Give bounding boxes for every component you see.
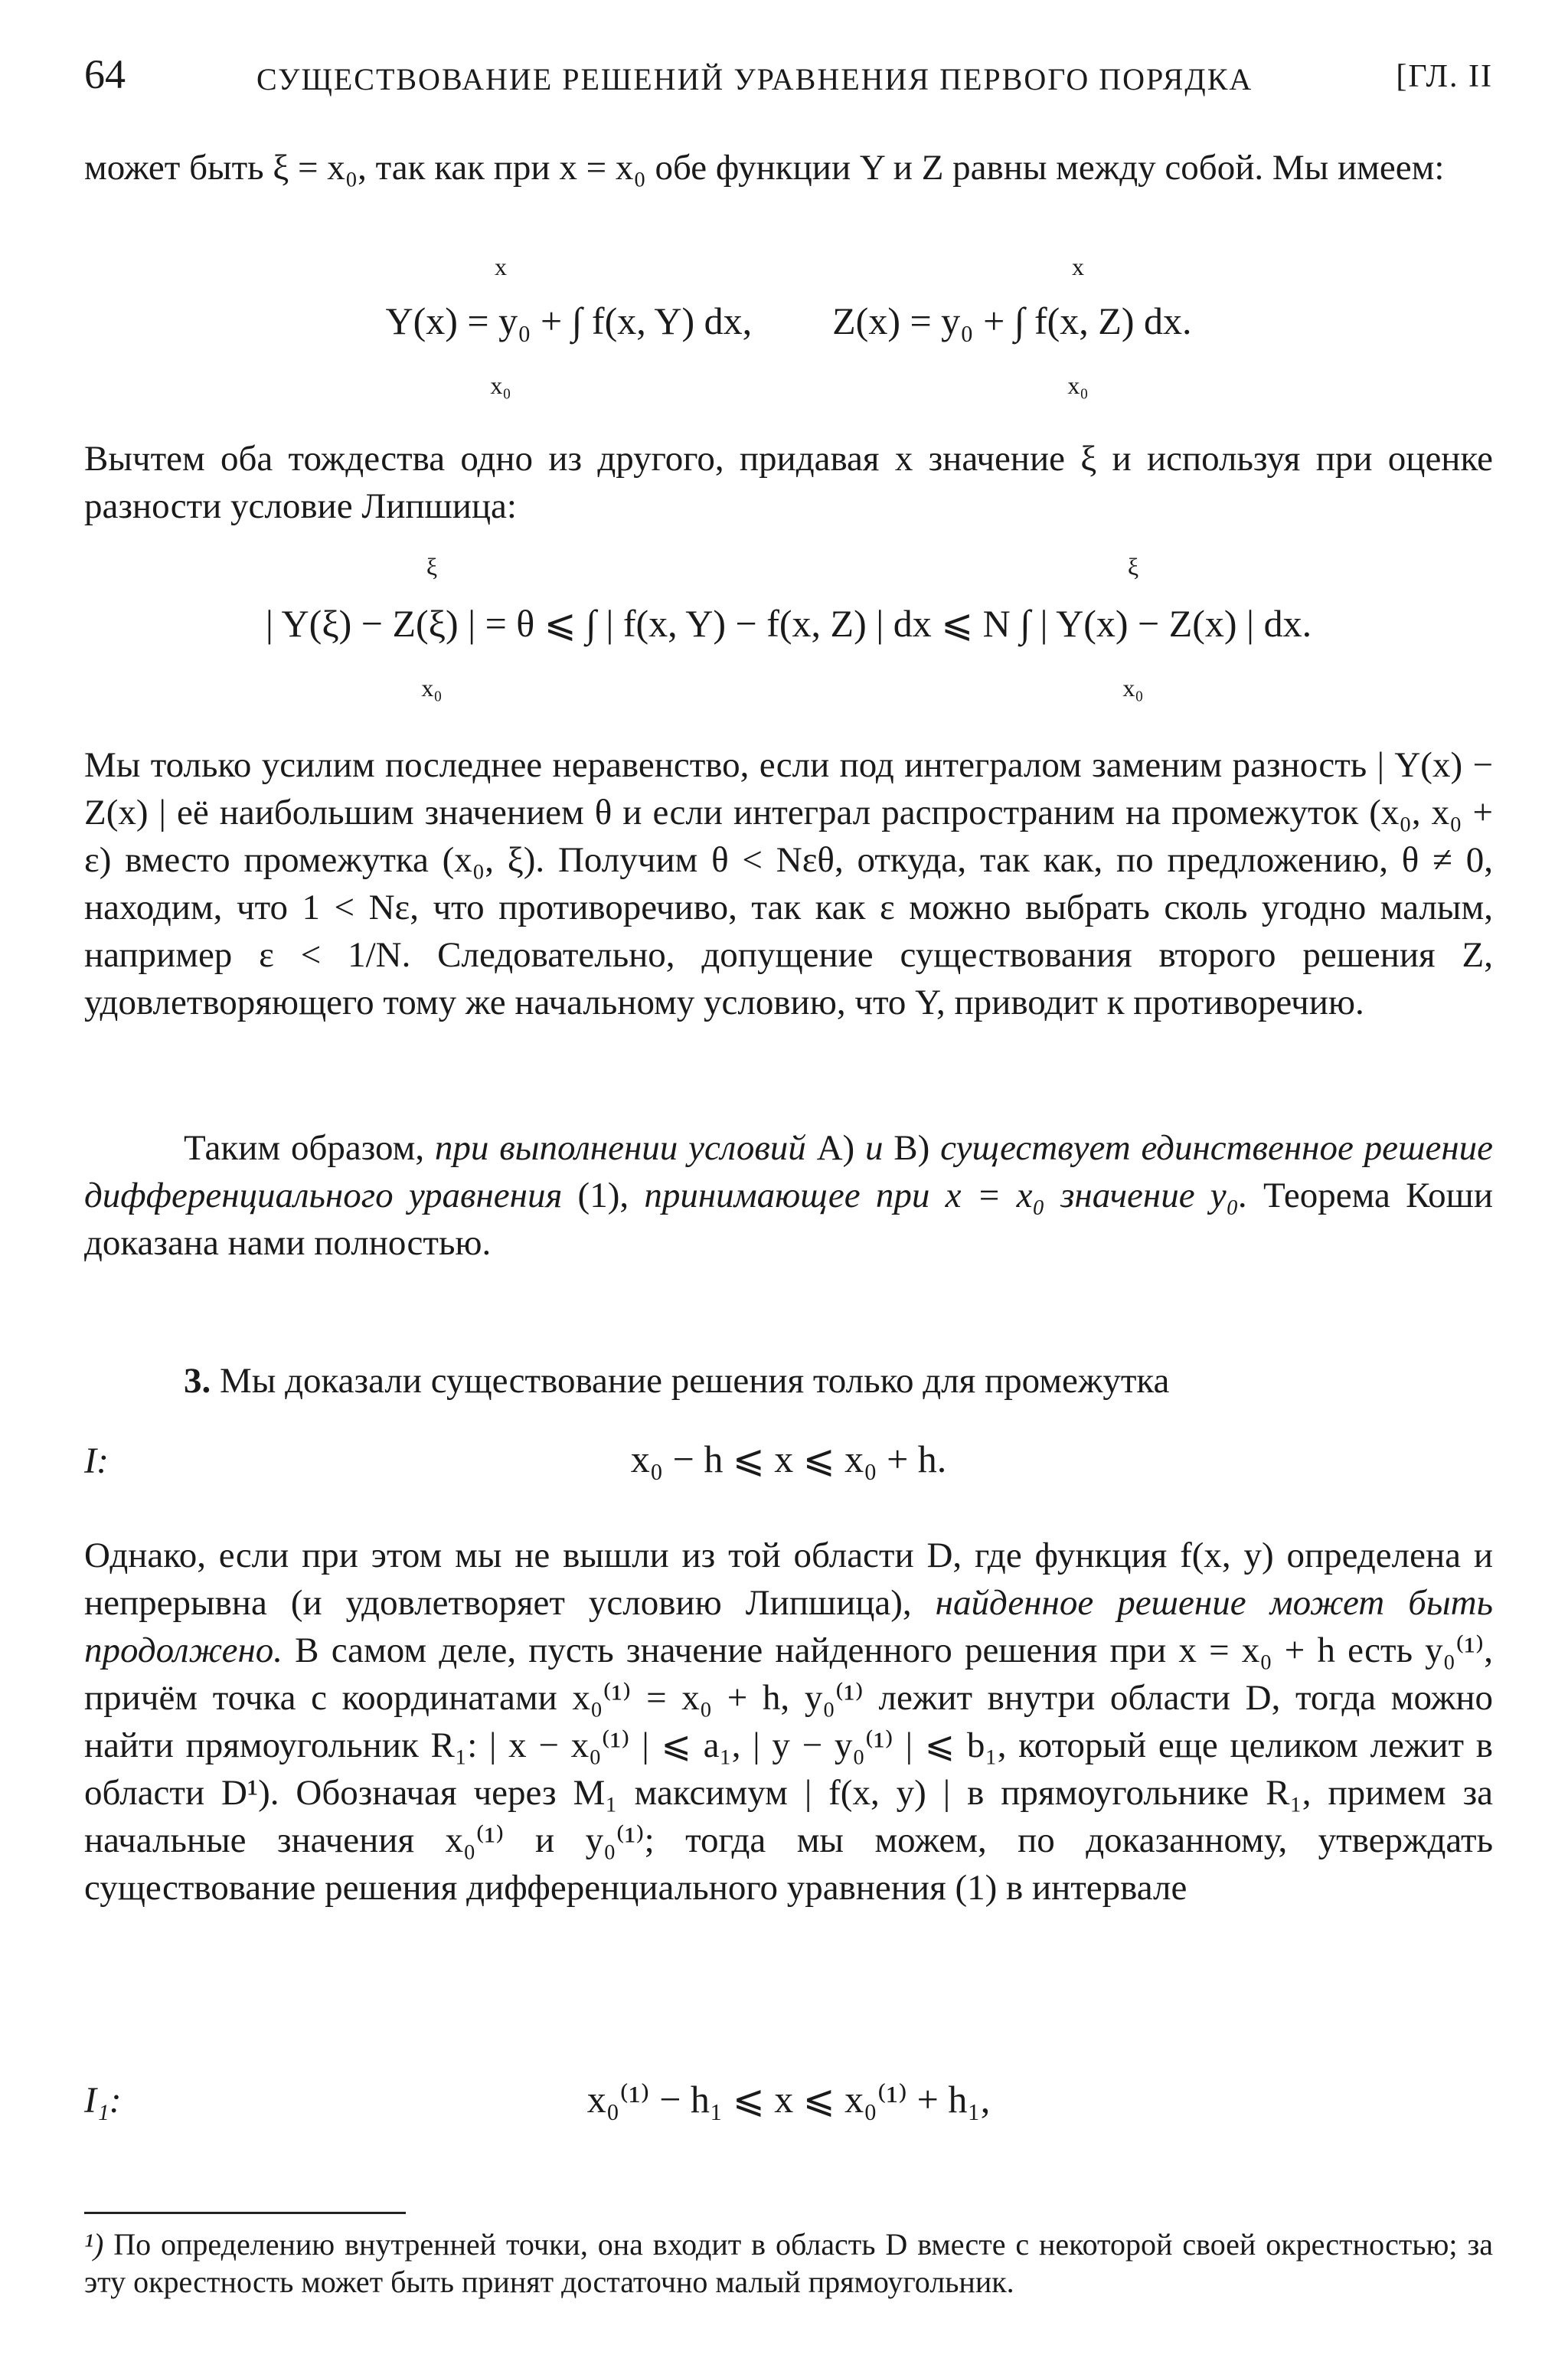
footnote-text: По определению внутренней точки, она входит в область D вместе с некоторой своей окрестностью; за эту окрестность может быть принят достаточно малый прямоугольник. — [84, 2227, 1493, 2299]
paragraph-5-text — [84, 1357, 1493, 1405]
equation-4-label: I₁: — [84, 2080, 122, 2121]
p6-part-b: найденное решение может быть продолжено. — [84, 1583, 1493, 1670]
footnote-mark: ¹) — [84, 2227, 104, 2262]
equation-2-upper-limit-b: ξ — [1127, 553, 1139, 581]
p4-part-a: Таким образом, — [184, 1128, 435, 1168]
p4-part-g: (1), — [562, 1176, 645, 1215]
running-header — [84, 51, 1493, 104]
p4-part-e: B) — [883, 1128, 941, 1168]
equation-1-left: Y(x) = y₀ + ∫ f(x, Y) dx, — [385, 299, 753, 342]
p4-part-f: существует единственное решение дифференциального уравнения — [84, 1128, 1494, 1215]
equation-4: x₀⁽¹⁾ − h₁ ⩽ x ⩽ x₀⁽¹⁾ + h₁, — [586, 2078, 991, 2121]
section-number: 3. — [184, 1361, 211, 1401]
paragraph-4 — [84, 1124, 1493, 1267]
equation-2-lower-limit-b: x₀ — [1122, 674, 1144, 702]
p4-part-h: принимающее при x = x₀ значение y₀. — [644, 1176, 1248, 1215]
paragraph-3 — [84, 741, 1493, 1026]
equation-2-lower-limit-a: x₀ — [421, 674, 443, 702]
p4-part-i: Теорема Коши доказана нами полностью. — [84, 1176, 1493, 1263]
paragraph-5 — [84, 1357, 1493, 1405]
paragraph-6 — [84, 1532, 1493, 1912]
running-title: СУЩЕСТВОВАНИЕ РЕШЕНИЙ УРАВНЕНИЯ ПЕРВОГО ПОРЯДКА — [256, 62, 1253, 96]
p6-part-a: Однако, если при этом мы не вышли из той области D, где функция f(x, y) определена и непрерывна (и удовлетворяет условию Липшица), — [84, 1536, 1493, 1623]
equation-2: | Y(ξ) − Z(ξ) | = θ ⩽ ∫ | f(x, Y) − f(x, Z) | dx ⩽ N ∫ | Y(x) − Z(x) | dx. — [265, 602, 1312, 645]
equation-2-upper-limit-a: ξ — [426, 553, 438, 581]
equation-1-lower-limit-a: x₀ — [490, 371, 511, 399]
paragraph-2 — [84, 435, 1493, 530]
p6-part-c: В самом деле, пусть значение найденного решения при x = x₀ + h есть y₀⁽¹⁾, причём точка с координатами x₀⁽¹⁾ = x₀ + h, y₀⁽¹⁾ лежит внутри области D, тогда можно найти прямоугольник R₁: | x − x₀⁽¹⁾ | ⩽ a₁, | y − y₀⁽¹⁾ | ⩽ b₁, который еще целиком лежит в области D¹). Обозначая через M₁ максимум | f(x, y) | в прямоугольнике R₁, примем за начальные значения x₀⁽¹⁾ и y₀⁽¹⁾; тогда мы можем, по доказанному, утверждать существование решения дифференциального уравнения (1) в интервале — [84, 1630, 1493, 1908]
equation-3-label: I: — [84, 1441, 109, 1481]
p4-part-b: при выполнении условий — [434, 1128, 806, 1168]
chapter-label: [ГЛ. II — [1396, 59, 1493, 94]
paragraph-2-text: Вычтем оба тождества одно из другого, придавая x значение ξ и используя при оценке разности условие Липшица: — [84, 439, 1493, 526]
equation-1-right: Z(x) = y₀ + ∫ f(x, Z) dx. — [832, 299, 1192, 342]
paragraph-4-text — [84, 1124, 1493, 1267]
paragraph-3-text: Мы только усилим последнее неравенство, если под интегралом заменим разность | Y(x) − Z(x) | её наибольшим значением θ и если интеграл распространим на промежуток (x₀, x₀ + ε) вместо промежутка (x₀, ξ). Получим θ < Nεθ, откуда, так как, по предложению, θ ≠ 0, находим, что 1 < Nε, что противоречиво, так как ε можно выбрать сколь угодно малым, например ε < 1/N. Следовательно, допущение существования второго решения Z, удовлетворяющего тому же начальному условию, что Y, приводит к противоречию. — [84, 745, 1493, 1022]
equation-3: x₀ − h ⩽ x ⩽ x₀ + h. — [630, 1437, 947, 1480]
p4-part-c: A) — [805, 1128, 865, 1168]
equation-1-lower-limit-b: x₀ — [1067, 371, 1089, 399]
equation-1 — [84, 299, 1493, 343]
equation-1-upper-limit-b: x — [1072, 253, 1084, 280]
paragraph-1-text: может быть ξ = x₀, так как при x = x₀ обе функции Y и Z равны между собой. Мы имеем: — [84, 148, 1445, 188]
paragraph-6-text — [84, 1532, 1493, 1912]
p5-text: Мы доказали существование решения только для промежутка — [211, 1361, 1170, 1401]
footnote-divider — [84, 2212, 406, 2214]
footnote — [84, 2226, 1493, 2301]
equation-1-upper-limit-a: x — [495, 253, 507, 280]
paragraph-1 — [84, 144, 1493, 191]
p4-part-d: и — [865, 1128, 884, 1168]
page-number: 64 — [84, 51, 126, 97]
